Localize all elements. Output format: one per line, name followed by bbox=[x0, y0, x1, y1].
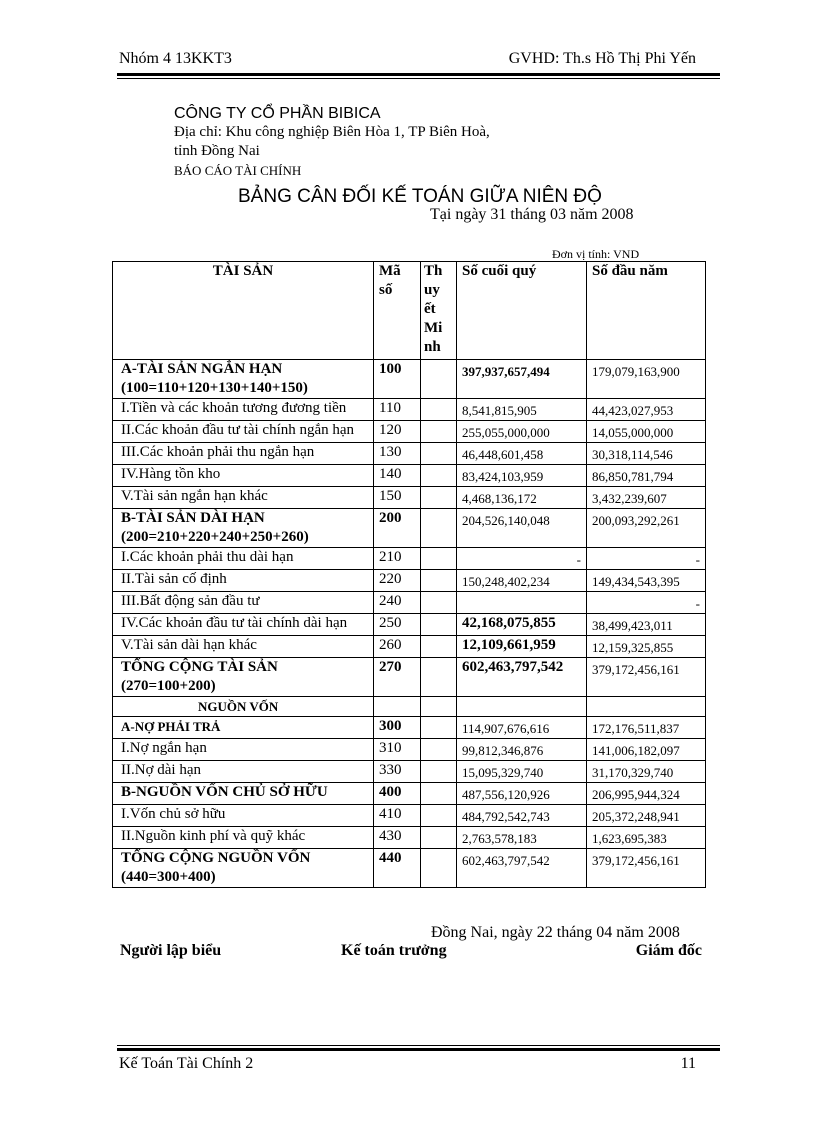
row-end-value: 204,526,140,048 bbox=[457, 509, 587, 548]
row-end-value: 150,248,402,234 bbox=[457, 570, 587, 592]
row-label: I.Vốn chủ sở hữu bbox=[113, 805, 374, 827]
header-notes bbox=[421, 262, 457, 360]
row-label bbox=[113, 658, 374, 697]
row-note bbox=[421, 739, 457, 761]
footer-rule bbox=[117, 1048, 720, 1051]
row-label bbox=[113, 509, 374, 548]
row-label-main: A-TÀI SẢN NGẮN HẠN bbox=[121, 361, 283, 377]
header-code-line1: Mã bbox=[379, 263, 401, 279]
row-code: 120 bbox=[374, 421, 421, 443]
table-row bbox=[113, 849, 706, 888]
company-address-line2: tỉnh Đồng Nai bbox=[174, 143, 260, 159]
row-note bbox=[421, 509, 457, 548]
row-begin-value: 141,006,182,097 bbox=[587, 739, 706, 761]
table-row bbox=[113, 783, 706, 805]
row-label: II.Nguồn kinh phí và quỹ khác bbox=[113, 827, 374, 849]
header-notes-l5: nh bbox=[424, 339, 441, 355]
row-label: II.Tài sản cố định bbox=[113, 570, 374, 592]
row-end-value bbox=[457, 592, 587, 614]
row-label: III.Các khoản phải thu ngắn hạn bbox=[113, 443, 374, 465]
row-end-value: 46,448,601,458 bbox=[457, 443, 587, 465]
row-label bbox=[113, 360, 374, 399]
row-label: IV.Các khoản đầu tư tài chính dài hạn bbox=[113, 614, 374, 636]
row-end-value: 83,424,103,959 bbox=[457, 465, 587, 487]
row-begin-value: 12,159,325,855 bbox=[587, 636, 706, 658]
row-note bbox=[421, 761, 457, 783]
row-end-value: - bbox=[457, 548, 587, 570]
header-code-line2: số bbox=[379, 282, 393, 298]
row-label: II.Các khoản đầu tư tài chính ngắn hạn bbox=[113, 421, 374, 443]
row-note bbox=[421, 827, 457, 849]
row-label-formula: (100=110+120+130+140+150) bbox=[121, 380, 308, 396]
row-end-value: 42,168,075,855 bbox=[457, 614, 587, 636]
row-label-main: B-TÀI SẢN DÀI HẠN bbox=[121, 510, 265, 526]
row-note bbox=[421, 658, 457, 697]
row-label: V.Tài sản dài hạn khác bbox=[113, 636, 374, 658]
row-begin-value: 379,172,456,161 bbox=[587, 658, 706, 697]
header-notes-l3: ết bbox=[424, 301, 436, 317]
table-row bbox=[113, 658, 706, 697]
balance-sheet-table bbox=[112, 261, 706, 888]
row-note bbox=[421, 487, 457, 509]
row-label-formula: (440=300+400) bbox=[121, 869, 216, 885]
row-label: NGUỒN VỐN bbox=[113, 697, 374, 717]
company-address-line1: Địa chỉ: Khu công nghiệp Biên Hòa 1, TP Biên Hoà, bbox=[174, 124, 490, 140]
table-row bbox=[113, 614, 706, 636]
row-end-value: 4,468,136,172 bbox=[457, 487, 587, 509]
row-begin-value: 38,499,423,011 bbox=[587, 614, 706, 636]
page-title: BẢNG CÂN ĐỐI KẾ TOÁN GIỮA NIÊN ĐỘ bbox=[238, 186, 602, 207]
table-row bbox=[113, 717, 706, 739]
row-end-value: 2,763,578,183 bbox=[457, 827, 587, 849]
row-begin-value: 1,623,695,383 bbox=[587, 827, 706, 849]
row-begin-value: 86,850,781,794 bbox=[587, 465, 706, 487]
header-rule-thin bbox=[117, 78, 720, 79]
row-label-formula: (200=210+220+240+250+260) bbox=[121, 529, 309, 545]
signature-chief-accountant: Kế toán trưởng bbox=[341, 942, 447, 959]
row-note bbox=[421, 465, 457, 487]
header-group-name: Nhóm 4 13KKT3 bbox=[119, 50, 232, 67]
row-begin-value bbox=[587, 697, 706, 717]
header-end-quarter: Số cuối quý bbox=[457, 262, 587, 360]
table-row bbox=[113, 487, 706, 509]
table-row bbox=[113, 360, 706, 399]
row-begin-value: 30,318,114,546 bbox=[587, 443, 706, 465]
row-end-value: 255,055,000,000 bbox=[457, 421, 587, 443]
row-label: I.Các khoản phải thu dài hạn bbox=[113, 548, 374, 570]
row-end-value: 602,463,797,542 bbox=[457, 849, 587, 888]
table-row bbox=[113, 739, 706, 761]
table-row bbox=[113, 570, 706, 592]
company-name: CÔNG TY CỔ PHẦN BIBICA bbox=[174, 105, 381, 122]
row-begin-value: - bbox=[587, 592, 706, 614]
row-label: IV.Hàng tồn kho bbox=[113, 465, 374, 487]
row-label-main: TỔNG CỘNG NGUỒN VỐN bbox=[121, 850, 311, 866]
row-note bbox=[421, 570, 457, 592]
row-label: V.Tài sản ngắn hạn khác bbox=[113, 487, 374, 509]
row-code: 260 bbox=[374, 636, 421, 658]
row-begin-value: 179,079,163,900 bbox=[587, 360, 706, 399]
row-code: 410 bbox=[374, 805, 421, 827]
row-begin-value: 200,093,292,261 bbox=[587, 509, 706, 548]
row-end-value: 602,463,797,542 bbox=[457, 658, 587, 697]
row-note bbox=[421, 421, 457, 443]
header-advisor: GVHD: Th.s Hồ Thị Phi Yến bbox=[508, 50, 696, 67]
row-code: 150 bbox=[374, 487, 421, 509]
row-code: 330 bbox=[374, 761, 421, 783]
row-label: II.Nợ dài hạn bbox=[113, 761, 374, 783]
row-label bbox=[113, 849, 374, 888]
report-type: BÁO CÁO TÀI CHÍNH bbox=[174, 163, 302, 178]
row-code: 220 bbox=[374, 570, 421, 592]
row-begin-value: 205,372,248,941 bbox=[587, 805, 706, 827]
header-notes-l1: Th bbox=[424, 263, 443, 279]
row-label: I.Tiền và các khoản tương đương tiền bbox=[113, 399, 374, 421]
row-end-value: 487,556,120,926 bbox=[457, 783, 587, 805]
row-label-formula: (270=100+200) bbox=[121, 678, 216, 694]
row-code: 210 bbox=[374, 548, 421, 570]
row-end-value bbox=[457, 697, 587, 717]
row-begin-value: 31,170,329,740 bbox=[587, 761, 706, 783]
row-code: 430 bbox=[374, 827, 421, 849]
table-row bbox=[113, 509, 706, 548]
row-begin-value: 44,423,027,953 bbox=[587, 399, 706, 421]
row-code: 110 bbox=[374, 399, 421, 421]
table-row bbox=[113, 465, 706, 487]
footer-rule-thin bbox=[117, 1045, 720, 1046]
table-row bbox=[113, 761, 706, 783]
row-begin-value: 149,434,543,395 bbox=[587, 570, 706, 592]
row-end-value: 8,541,815,905 bbox=[457, 399, 587, 421]
row-note bbox=[421, 399, 457, 421]
table-row bbox=[113, 827, 706, 849]
row-note bbox=[421, 849, 457, 888]
table-row bbox=[113, 636, 706, 658]
header-notes-l4: Mi bbox=[424, 320, 443, 336]
row-code: 440 bbox=[374, 849, 421, 888]
row-end-value: 15,095,329,740 bbox=[457, 761, 587, 783]
report-date: Tại ngày 31 tháng 03 năm 2008 bbox=[430, 206, 634, 223]
row-end-value: 12,109,661,959 bbox=[457, 636, 587, 658]
row-code: 140 bbox=[374, 465, 421, 487]
table-row bbox=[113, 592, 706, 614]
table-row-section bbox=[113, 697, 706, 717]
row-code: 250 bbox=[374, 614, 421, 636]
row-note bbox=[421, 805, 457, 827]
row-code: 300 bbox=[374, 717, 421, 739]
row-note bbox=[421, 783, 457, 805]
row-code: 200 bbox=[374, 509, 421, 548]
table-row bbox=[113, 399, 706, 421]
row-code: 240 bbox=[374, 592, 421, 614]
row-note bbox=[421, 360, 457, 399]
row-label-main: TỔNG CỘNG TÀI SẢN bbox=[121, 659, 278, 675]
row-end-value: 99,812,346,876 bbox=[457, 739, 587, 761]
signature-preparer: Người lập biểu bbox=[120, 942, 222, 959]
row-note bbox=[421, 636, 457, 658]
row-label: III.Bất động sản đầu tư bbox=[113, 592, 374, 614]
row-note bbox=[421, 717, 457, 739]
row-begin-value: 14,055,000,000 bbox=[587, 421, 706, 443]
row-begin-value: - bbox=[587, 548, 706, 570]
row-label: B-NGUỒN VỐN CHỦ SỞ HỮU bbox=[113, 783, 374, 805]
signature-director: Giám đốc bbox=[635, 942, 702, 959]
row-note bbox=[421, 697, 457, 717]
header-rule bbox=[117, 73, 720, 76]
row-end-value: 114,907,676,616 bbox=[457, 717, 587, 739]
row-code: 100 bbox=[374, 360, 421, 399]
row-note bbox=[421, 614, 457, 636]
table-row bbox=[113, 548, 706, 570]
row-label: I.Nợ ngắn hạn bbox=[113, 739, 374, 761]
page-number: 11 bbox=[680, 1055, 696, 1072]
header-begin-year: Số đầu năm bbox=[587, 262, 706, 360]
row-label: A-NỢ PHẢI TRẢ bbox=[113, 717, 374, 739]
row-code: 310 bbox=[374, 739, 421, 761]
table-header-row bbox=[113, 262, 706, 360]
header-assets: TÀI SẢN bbox=[113, 262, 374, 360]
row-code bbox=[374, 697, 421, 717]
row-begin-value: 172,176,511,837 bbox=[587, 717, 706, 739]
row-end-value: 397,937,657,494 bbox=[457, 360, 587, 399]
table-row bbox=[113, 805, 706, 827]
table-row bbox=[113, 443, 706, 465]
row-note bbox=[421, 548, 457, 570]
row-code: 130 bbox=[374, 443, 421, 465]
footer-course: Kế Toán Tài Chính 2 bbox=[119, 1055, 254, 1072]
header-code bbox=[374, 262, 421, 360]
row-end-value: 484,792,542,743 bbox=[457, 805, 587, 827]
currency-unit: Đơn vị tính: VND bbox=[552, 247, 640, 261]
row-code: 270 bbox=[374, 658, 421, 697]
place-date: Đồng Nai, ngày 22 tháng 04 năm 2008 bbox=[431, 924, 680, 941]
row-note bbox=[421, 592, 457, 614]
table-row bbox=[113, 421, 706, 443]
header-notes-l2: uy bbox=[424, 282, 440, 298]
row-code: 400 bbox=[374, 783, 421, 805]
row-begin-value: 379,172,456,161 bbox=[587, 849, 706, 888]
row-begin-value: 206,995,944,324 bbox=[587, 783, 706, 805]
row-begin-value: 3,432,239,607 bbox=[587, 487, 706, 509]
row-note bbox=[421, 443, 457, 465]
